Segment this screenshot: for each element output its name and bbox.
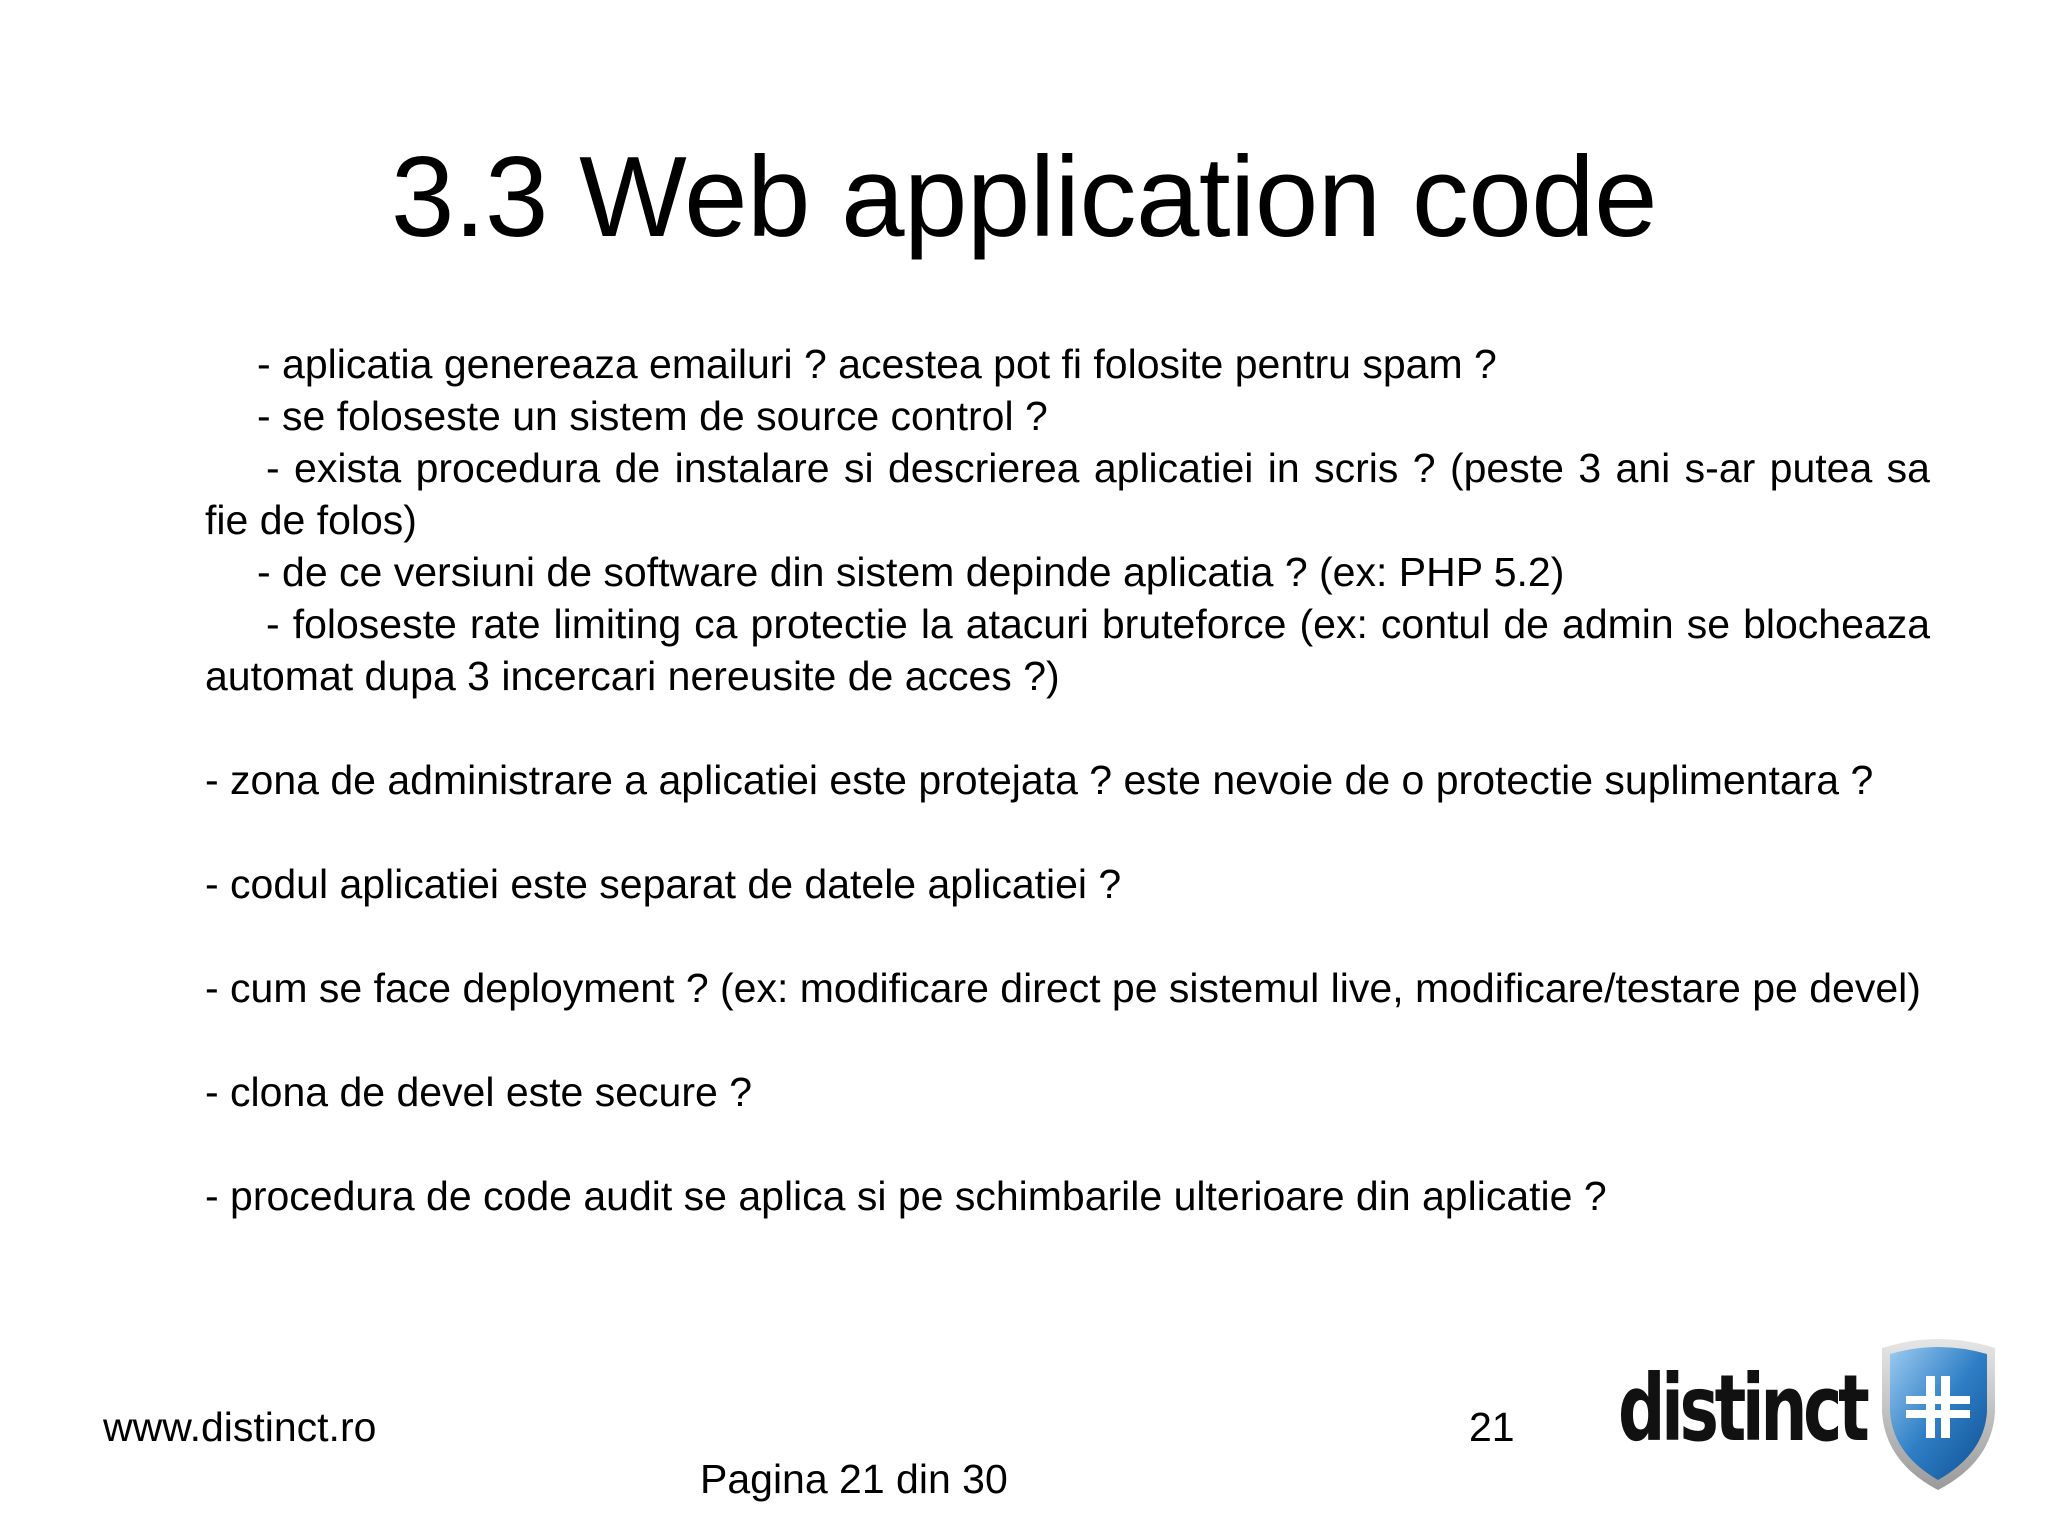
bullet-item: - se foloseste un sistem de source control ?: [257, 393, 1048, 439]
bullet-item: - zona de administrare a aplicatiei este protejata ? este nevoie de o protectie suplimentara ?: [205, 757, 1874, 803]
logo-wordmark: distinct: [1618, 1355, 1866, 1462]
slide-number: 21: [1469, 1404, 1515, 1450]
slide-body: [205, 338, 1930, 1222]
footer-url: www.distinct.ro: [103, 1404, 377, 1450]
bullet-item: - exista procedura de instalare si descrierea aplicatiei in scris ? (peste 3 ani s-ar putea sa fie de folos): [205, 445, 1930, 543]
slide-title: 3.3 Web application code: [390, 134, 1658, 261]
page-counter: Pagina 21 din 30: [700, 1456, 1008, 1502]
shield-cross-icon: [1876, 1334, 2001, 1496]
bullet-item: - aplicatia genereaza emailuri ? acestea pot fi folosite pentru spam ?: [257, 341, 1497, 387]
bullet-item: - procedura de code audit se aplica si pe schimbarile ulterioare din aplicatie ?: [205, 1173, 1607, 1219]
bullet-item: - cum se face deployment ? (ex: modificare direct pe sistemul live, modificare/testare pe devel): [205, 965, 1921, 1011]
bullet-item: - clona de devel este secure ?: [205, 1069, 752, 1115]
company-logo: [1618, 1334, 2008, 1504]
bullet-item: - foloseste rate limiting ca protectie la atacuri bruteforce (ex: contul de admin se blocheaza automat dupa 3 incercari nereusite de acces ?): [205, 601, 1930, 699]
bullet-item: - de ce versiuni de software din sistem depinde aplicatia ? (ex: PHP 5.2): [257, 549, 1565, 595]
bullet-item: - codul aplicatiei este separat de datele aplicatiei ?: [205, 861, 1122, 907]
